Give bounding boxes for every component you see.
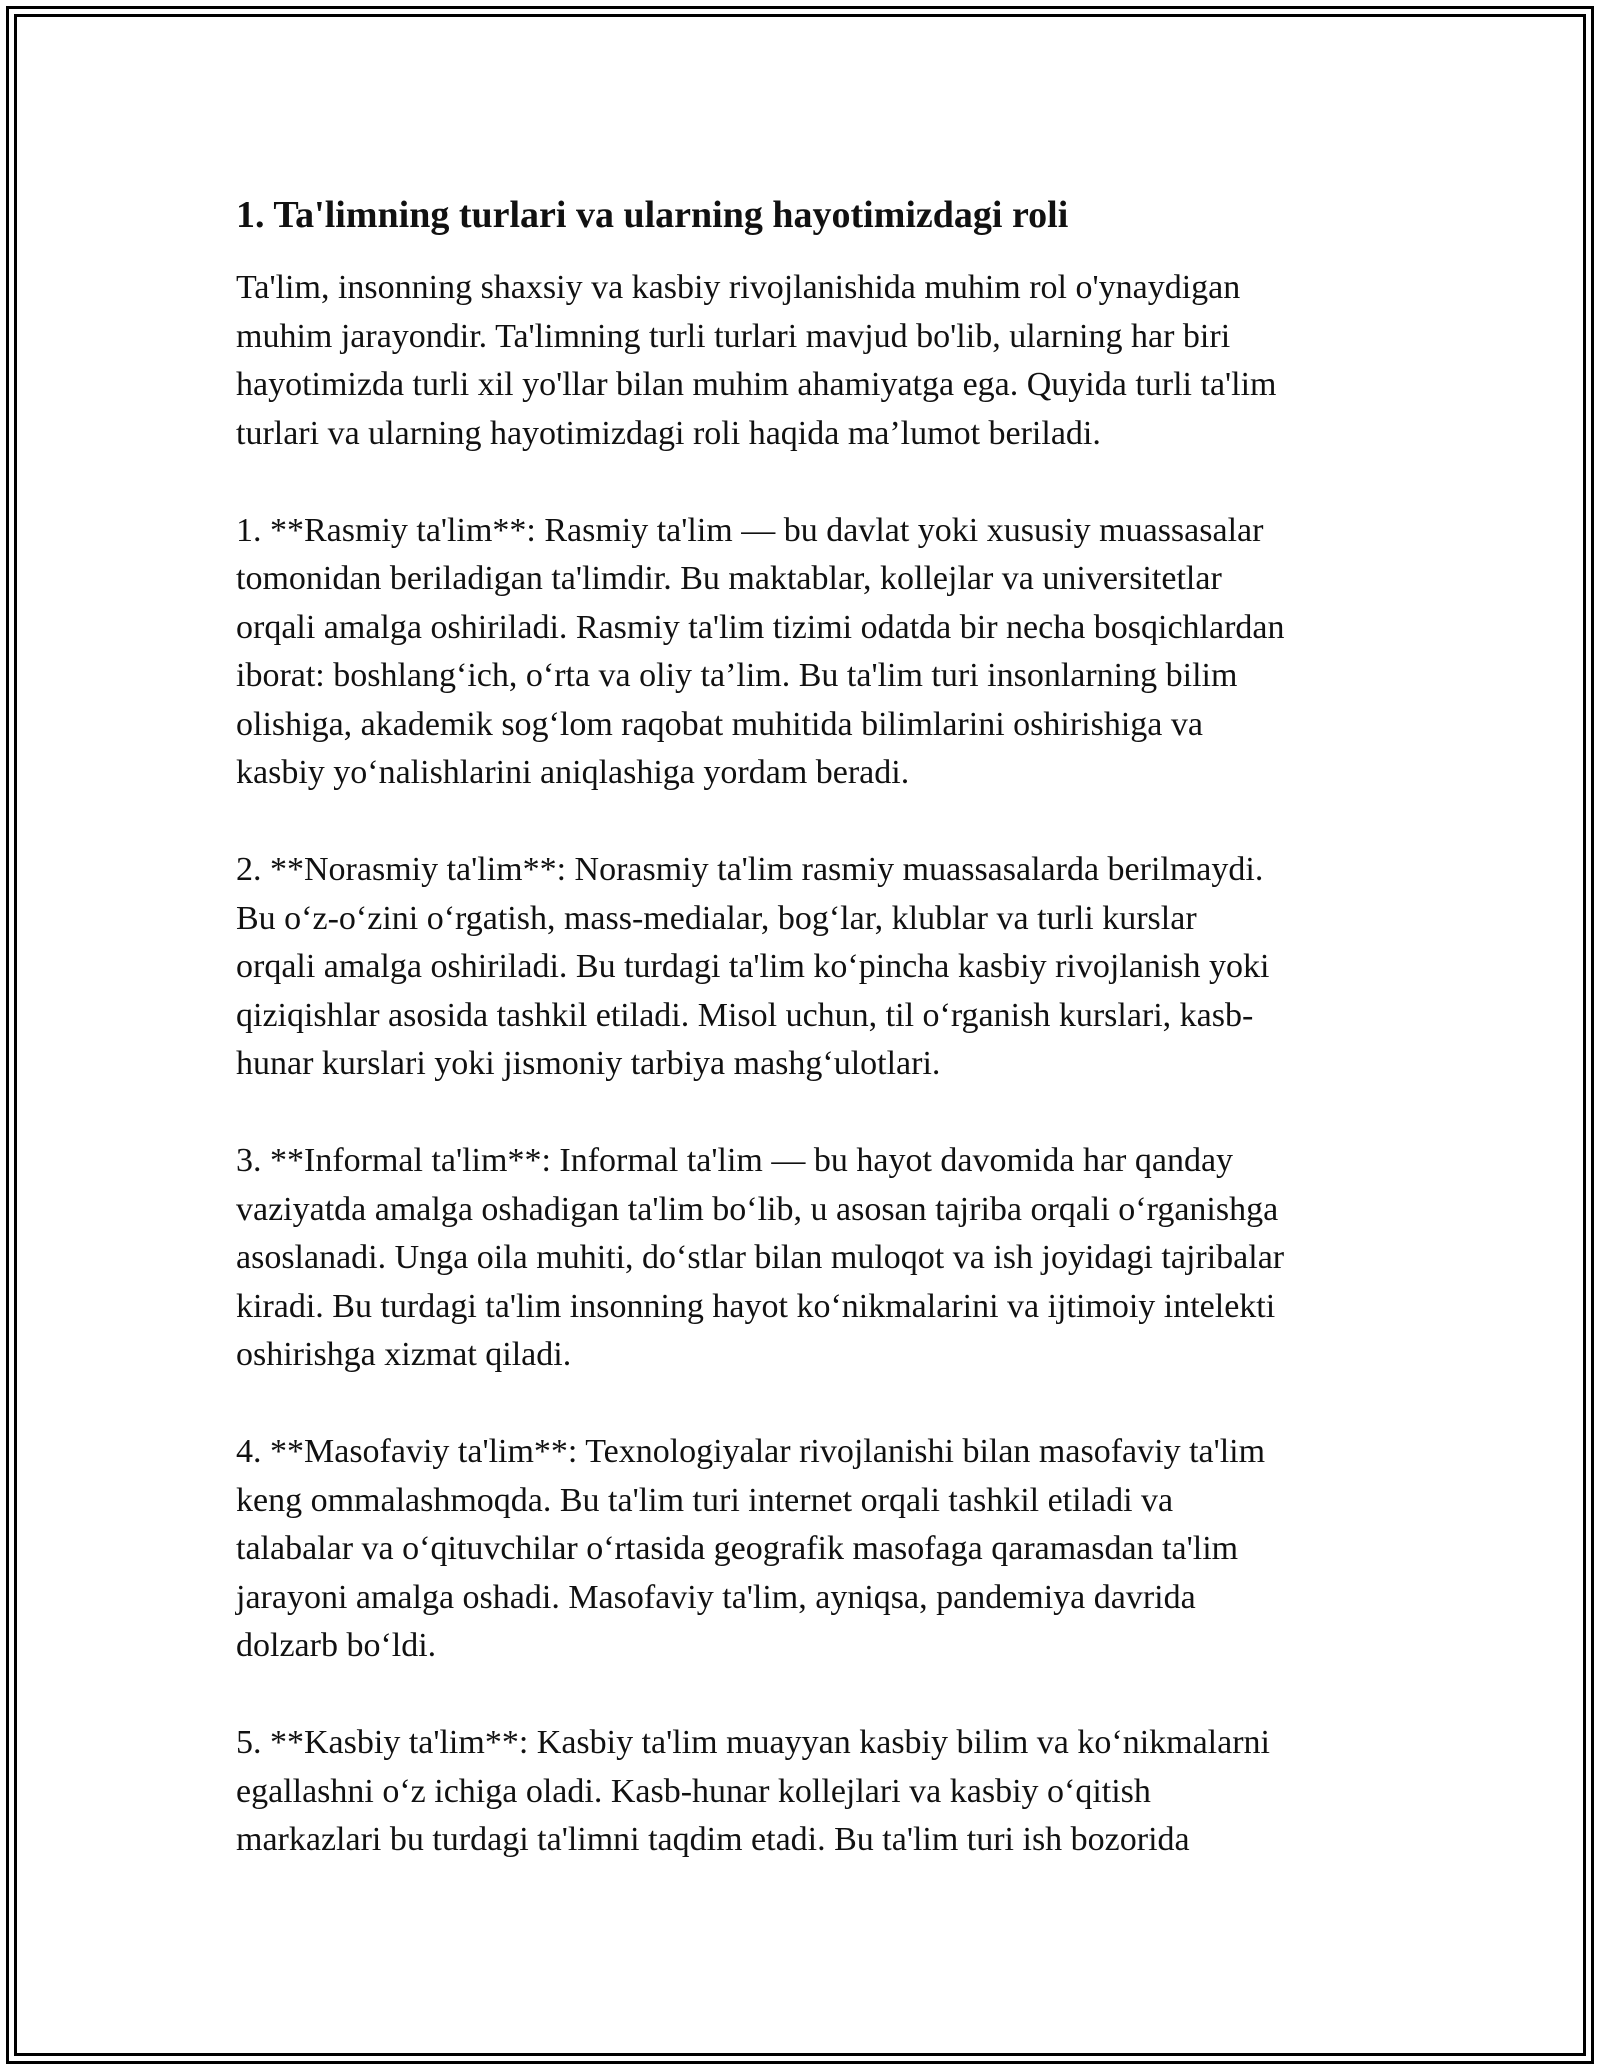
paragraph-spacer (236, 1089, 1376, 1138)
paragraph-spacer (236, 458, 1376, 507)
paragraph-spacer (236, 798, 1376, 847)
list-item-informal: 3. **Informal ta'lim**: Informal ta'lim — bu hayot davomida har qanday vaziyatda amalga oshadigan ta'lim bo‘lib, u asosan tajriba orqali o‘rganishga asoslanadi. Unga oila muhiti, do‘stlar bilan muloqot va ish joyidagi tajribalar kiradi. Bu turdagi ta'lim insonning hayot ko‘nikmalarini va ijtimoiy intelekti oshirishga xizmat qiladi. (236, 1142, 1285, 1373)
paragraph-spacer (236, 1671, 1376, 1720)
section-heading: 1. Ta'limning turlari va ularning hayotimizdagi roli (236, 194, 1069, 236)
list-item-kasbiy: 5. **Kasbiy ta'lim**: Kasbiy ta'lim muayyan kasbiy bilim va ko‘nikmalarni egallashni o‘z ichiga oladi. Kasb-hunar kollejlari va kasbiy o‘qitish markazlari bu turdagi ta'limni taqdim etadi. Bu ta'lim turi ish bozorida (236, 1724, 1270, 1858)
intro-paragraph: Ta'lim, insonning shaxsiy va kasbiy rivojlanishida muhim rol o'ynaydigan muhim jarayondir. Ta'limning turli turlari mavjud bo'lib, ularning har biri hayotimizda turli xil yo'llar bilan muhim ahamiyatga ega. Quyida turli ta'lim turlari va ularning hayotimizdagi roli haqida ma’lumot beriladi. (236, 269, 1277, 452)
list-item-norasmiy: 2. **Norasmiy ta'lim**: Norasmiy ta'lim rasmiy muassasalarda berilmaydi. Bu o‘z-o‘zini o‘rgatish, mass-medialar, bog‘lar, klublar va turli kurslar orqali amalga oshiriladi. Bu turdagi ta'lim ko‘pincha kasbiy rivojlanish yoki qiziqishlar asosida tashkil etiladi. Misol uchun, til o‘rganish kurslari, kasb- hunar kurslari yoki jismoniy tarbiya mashg‘ulotlari. (236, 851, 1270, 1082)
list-item-rasmiy: 1. **Rasmiy ta'lim**: Rasmiy ta'lim — bu davlat yoki xususiy muassasalar tomonidan beriladigan ta'limdir. Bu maktablar, kollejlar va universitetlar orqali amalga oshiriladi. Rasmiy ta'lim tizimi odatda bir necha bosqichlardan iborat: boshlang‘ich, o‘rta va oliy ta’lim. Bu ta'lim turi insonlarning bilim olishiga, akademik sog‘lom raqobat muhitida bilimlarini oshirishiga va kasbiy yo‘nalishlarini aniqlashiga yordam beradi. (236, 511, 1285, 791)
document-body (236, 188, 1376, 1865)
paragraph-spacer (236, 1380, 1376, 1429)
list-item-masofaviy: 4. **Masofaviy ta'lim**: Texnologiyalar rivojlanishi bilan masofaviy ta'lim keng ommalashmoqda. Bu ta'lim turi internet orqali tashkil etiladi va talabalar va o‘qituvchilar o‘rtasida geografik masofaga qaramasdan ta'lim jarayoni amalga oshadi. Masofaviy ta'lim, ayniqsa, pandemiya davrida dolzarb bo‘ldi. (236, 1433, 1266, 1664)
